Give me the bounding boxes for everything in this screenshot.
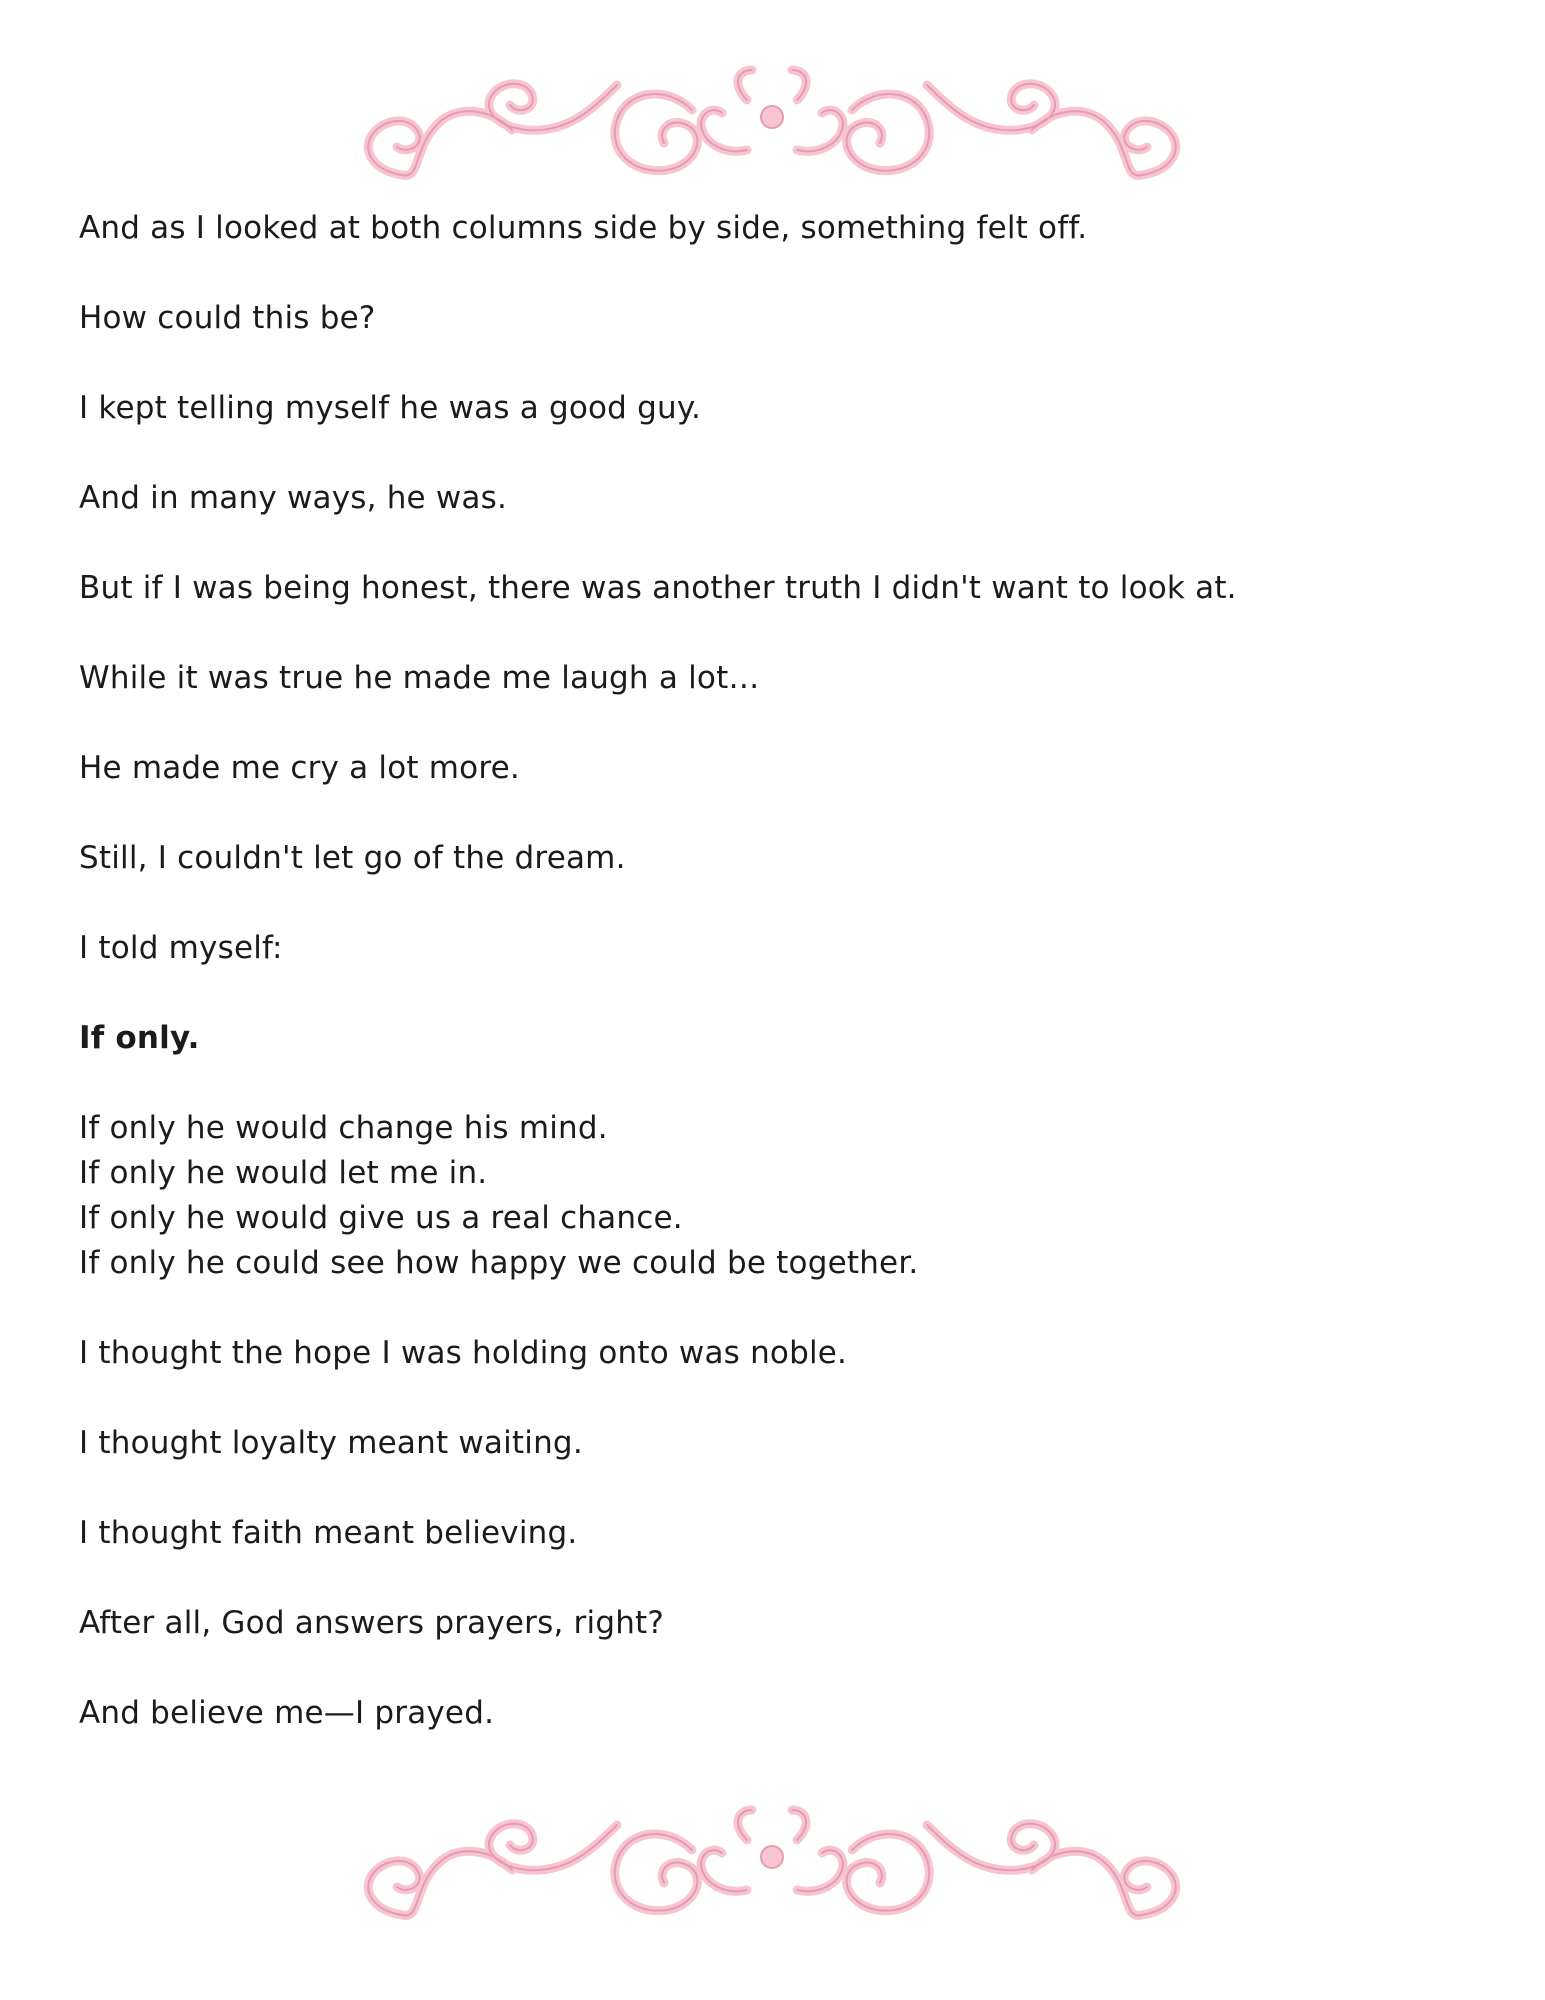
paragraph: If only he would change his mind. — [79, 1110, 608, 1146]
bottom-swirl-ornament-icon — [352, 1795, 1192, 1925]
paragraph: I thought faith meant believing. — [79, 1515, 578, 1551]
paragraph: I told myself: — [79, 930, 283, 966]
paragraph: He made me cry a lot more. — [79, 750, 520, 786]
paragraph: And in many ways, he was. — [79, 480, 508, 516]
paragraph: How could this be? — [79, 300, 376, 336]
paragraph: I thought the hope I was holding onto was noble. — [79, 1335, 848, 1371]
paragraph: If only he would give us a real chance. — [79, 1200, 683, 1236]
bold-heading-line: If only. — [79, 1020, 200, 1056]
paragraph: If only he would let me in. — [79, 1155, 488, 1191]
top-swirl-ornament-icon — [352, 55, 1192, 185]
paragraph: While it was true he made me laugh a lot… — [79, 660, 760, 696]
paragraph: I kept telling myself he was a good guy. — [79, 390, 702, 426]
paragraph: If only he could see how happy we could be together. — [79, 1245, 919, 1281]
paragraph: But if I was being honest, there was another truth I didn't want to look at. — [79, 570, 1237, 606]
paragraph: Still, I couldn't let go of the dream. — [79, 840, 626, 876]
paragraph: After all, God answers prayers, right? — [79, 1605, 665, 1641]
paragraph: And believe me—I prayed. — [79, 1695, 495, 1731]
paragraph: I thought loyalty meant waiting. — [79, 1425, 583, 1461]
paragraph: And as I looked at both columns side by side, something felt off. — [79, 210, 1088, 246]
